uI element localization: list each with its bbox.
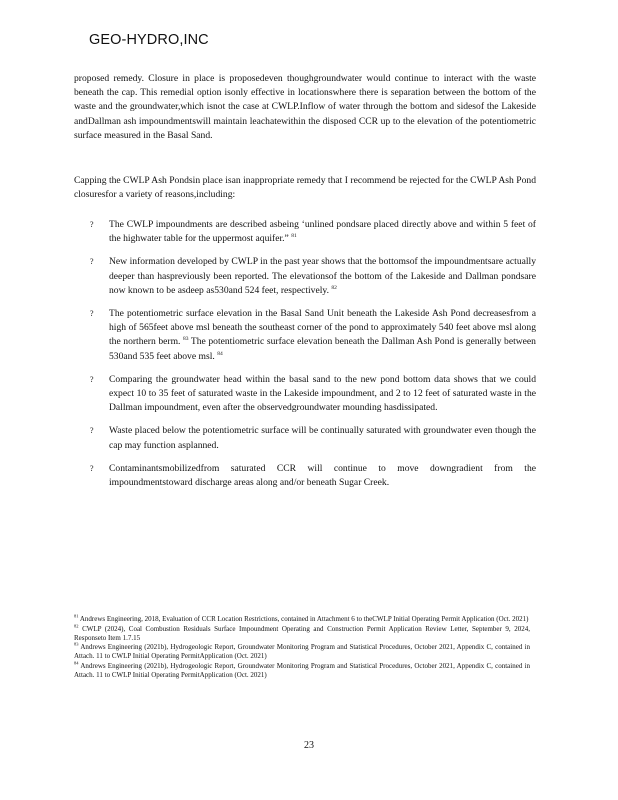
list-item-text: Contaminantsmobilizedfrom saturated CCR will continue to move downgradient from the impoundmentstoward discharge areas along and/or beneath Sugar Creek. [109, 462, 536, 489]
page-number: 23 [304, 740, 314, 751]
bullet-marker: ? [90, 220, 94, 229]
list-item [74, 218, 536, 246]
footnote-text: CWLP (2024), Coal Combustion Residuals Surface Impoundment Operating and Construction Permit Application Review Letter, September 9, 2024, Responseto Item 1.7.15 [74, 624, 530, 642]
footnote-text: Andrews Engineering (2021b), Hydrogeologic Report, Groundwater Monitoring Program and Statistical Procedures, October 2021, Appendix C, contained in Attach. 11 to CWLP Initial Operating PermitApplication (Oct. 2021) [74, 661, 530, 680]
list-item-text: New information developed by CWLP in the past year shows that the bottomsof the impoundmentsare actually deeper than haspreviously been reported. The elevationsof the bottom of the Lakeside and Dallman pondsare now known to be asdeep as530and 524 feet, respectively. [109, 256, 536, 296]
company-header: GEO-HYDRO,INC [89, 32, 209, 48]
list-item-text-continued: The potentiometric surface elevation beneath the Dallman Ash Pond is generally between 530and 535 feet above msl. [109, 336, 536, 362]
list-item [74, 255, 536, 298]
list-item [74, 373, 536, 416]
reasons-list [74, 218, 536, 499]
list-item [74, 424, 536, 452]
footnote-number: 82 [74, 623, 79, 629]
footnote [74, 625, 530, 643]
footnote [74, 615, 530, 624]
body-paragraph-1: proposed remedy. Closure in place is proposedeven thoughgroundwater would continue to interact with the waste beneath the cap. This remedial option isonly effective in locationswhere there is separation between the bottom of the waste and the groundwater,which isnot the case at CWLP.Inflow of water through the bottom and sidesof the Lakeside andDallman ash impoundmentswill maintain leachatewithin the disposed CCR up to the elevation of the potentiometric surface measured in the Basal Sand. [74, 73, 536, 141]
footnote [74, 662, 530, 680]
list-item-text: The CWLP impoundments are described asbeing ‘unlined pondsare placed directly above and within 5 feet of the highwater table for the uppermost aquifer.” [109, 219, 536, 245]
footnote-ref: 81 [291, 233, 297, 240]
bullet-marker: ? [90, 309, 94, 319]
footnote-ref: 84 [217, 350, 223, 357]
list-item-text: The potentiometric surface elevation in the Basal Sand Unit beneath the Lakeside Ash Pond decreasesfrom a high of 565feet above msl beneath the southeast corner of the pond to approximately 540 feet above msl along the northern berm. [109, 308, 536, 348]
body-paragraph-2: Capping the CWLP Ash Pondsin place isan inappropriate remedy that I recommend be rejected for the CWLP Ash Pond closuresfor a variety of reasons,including: [74, 175, 536, 201]
bullet-marker: ? [90, 426, 94, 436]
list-item-text: Comparing the groundwater head within the basal sand to the new pond bottom data shows that we could expect 10 to 35 feet of saturated waste in the Lakeside impoundment, and 2 to 12 feet of saturated waste in the Dallman impoundment, even after the observedgroundwater mounding hasdissipated. [109, 373, 536, 414]
footnote-ref: 82 [331, 284, 337, 291]
footnote [74, 643, 530, 661]
footnote-number: 81 [74, 613, 79, 619]
footnote-number: 84 [74, 660, 79, 666]
bullet-marker: ? [90, 463, 94, 473]
bullet-marker: ? [90, 374, 94, 384]
list-item-text: Waste placed below the potentiometric surface will be continually saturated with groundwater even though the cap may function asplanned. [109, 425, 536, 451]
footnote-text: Andrews Engineering (2021b), Hydrogeologic Report, Groundwater Monitoring Program and Statistical Procedures, October 2021, Appendix C, contained in Attach. 11 to CWLP Initial Operating PermitApplication (Oct. 2021) [74, 643, 530, 661]
footnote-number: 83 [74, 641, 79, 647]
footnote-text: Andrews Engineering, 2018, Evaluation of CCR Location Restrictions, contained in Attachment 6 to theCWLP Initial Operating Permit Application (Oct. 2021) [79, 615, 529, 623]
list-item [74, 307, 536, 364]
list-item [74, 462, 536, 490]
footnotes-section [74, 615, 530, 681]
footnote-ref: 83 [183, 336, 189, 343]
bullet-marker: ? [90, 257, 94, 267]
